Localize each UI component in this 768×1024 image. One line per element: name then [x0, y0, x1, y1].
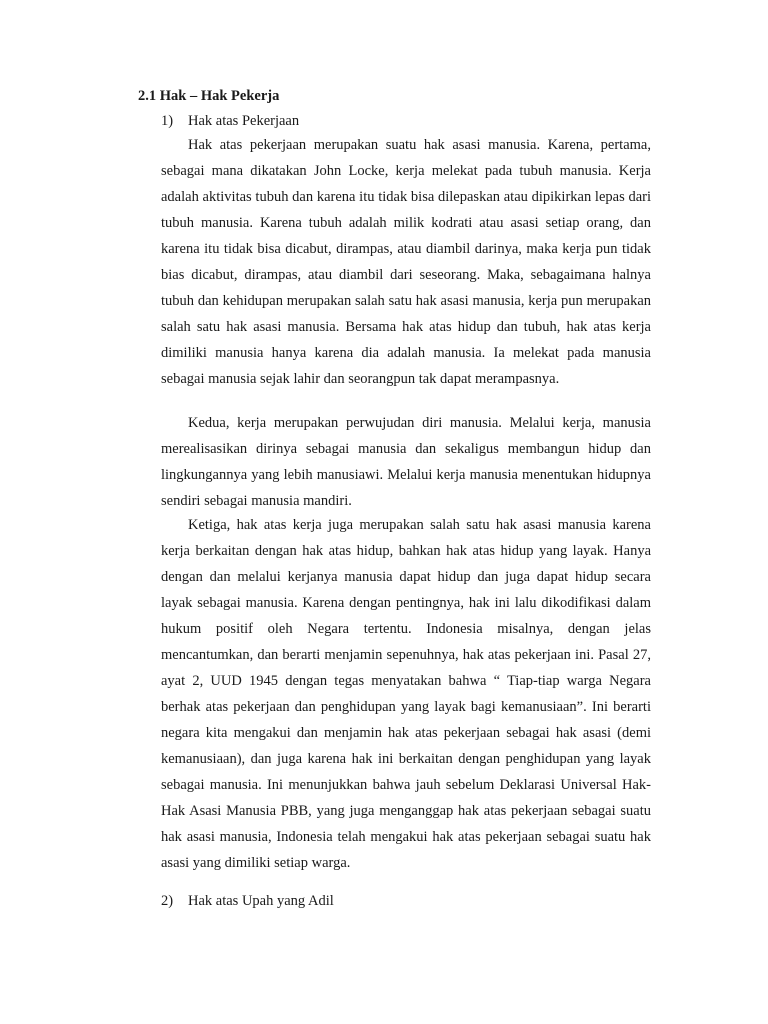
list-item-number: 1) [161, 113, 174, 129]
paragraph-ketiga: Ketiga, hak atas kerja juga merupakan salah satu hak asasi manusia karena kerja berkaitan dengan hak atas hidup, bahkan hak atas hidup yang layak. Hanya dengan dan melalui kerjanya manusia dapat hidup dan juga dapat hidup secara layak sebagai manusia. Karena dengan pentingnya, hak ini lalu dikodifikasi dalam hukum positif oleh Negara tertentu. Indonesia misalnya, dengan jelas mencantumkan, dan berarti menjamin sepenuhnya, hak atas pekerjaan ini. Pasal 27, ayat 2, UUD 1945 dengan tegas menyatakan bahwa “ Tiap-tiap warga Negara berhak atas pekerjaan dan penghidupan yang layak bagi kemanusiaan”. Ini berarti negara kita mengakui dan menjamin hak atas pekerjaan sebagai hak asasi (demi kemanusiaan), dan juga karena hak ini berkaitan dengan penghidupan yang layak sebagai manusia. Ini menunjukkan bahwa jauh sebelum Deklarasi Universal Hak-Hak Asasi Manusia PBB, yang juga menganggap hak atas pekerjaan sebagai suatu hak asasi manusia, Indonesia telah mengakui hak atas pekerjaan sebagai suatu hak asasi yang dimiliki setiap warga. [161, 517, 651, 871]
list-item-hak-atas-pekerjaan [161, 112, 299, 130]
list-item-title: Hak atas Upah yang Adil [188, 893, 334, 909]
list-item-number: 2) [161, 893, 174, 909]
list-item-hak-atas-upah [161, 892, 334, 910]
paragraph-pertama: Hak atas pekerjaan merupakan suatu hak asasi manusia. Karena, pertama, sebagai mana dikatakan John Locke, kerja melekat pada tubuh manusia. Kerja adalah aktivitas tubuh dan karena itu tidak bisa dilepaskan atau dipikirkan lepas dari tubuh manusia. Karena tubuh adalah milik kodrati atau asasi setiap orang, dan karena itu tidak bisa dicabut, dirampas, atau diambil darinya, maka kerja pun tidak bias dicabut, dirampas, atau diambil dari seseorang. Maka, sebagaimana halnya tubuh dan kehidupan merupakan salah satu hak asasi manusia, kerja pun merupakan salah satu hak asasi manusia. Bersama hak atas hidup dan tubuh, hak atas kerja dimiliki manusia hanya karena dia adalah manusia. Ia melekat pada manusia sebagai manusia sejak lahir dan seorangpun tak dapat merampasnya. [161, 137, 651, 387]
list-item-title: Hak atas Pekerjaan [188, 113, 300, 129]
paragraph-kedua: Kedua, kerja merupakan perwujudan diri manusia. Melalui kerja, manusia merealisasikan dirinya sebagai manusia dan sekaligus membangun hidup dan lingkungannya yang lebih manusiawi. Melalui kerja manusia menentukan hidupnya sendiri sebagai manusia mandiri. [161, 415, 651, 509]
section-heading: 2.1 Hak – Hak Pekerja [138, 88, 280, 104]
